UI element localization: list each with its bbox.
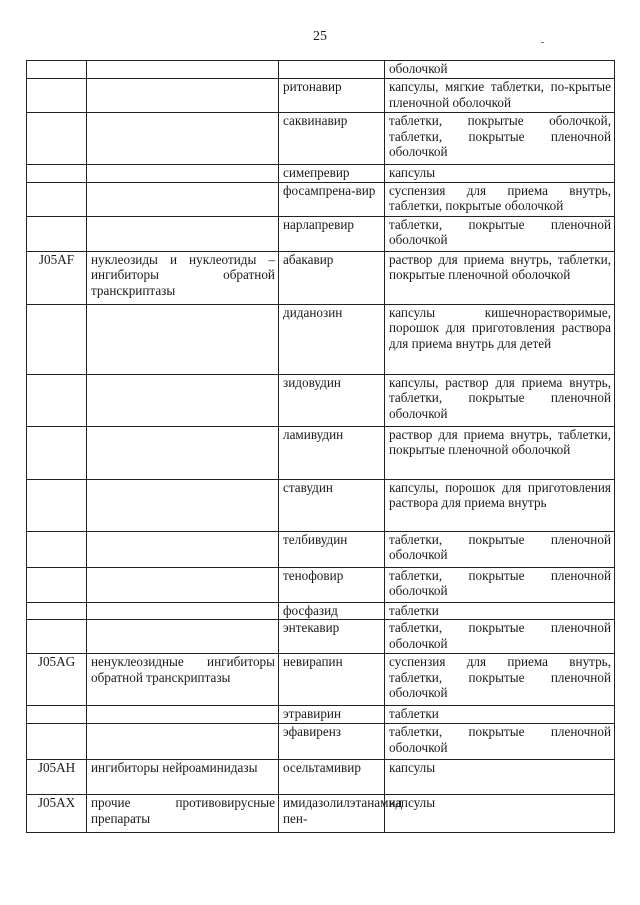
- atc-code-cell: [27, 620, 87, 654]
- atc-code-cell: [27, 602, 87, 620]
- dosage-form-cell: капсулы, раствор для приема внутрь, таблетки, покрытые пленочной оболочкой: [385, 374, 615, 426]
- table-row: [27, 251, 615, 304]
- drug-name-cell: диданозин: [279, 304, 385, 374]
- table-row: [27, 654, 615, 706]
- drug-group-cell: [87, 113, 279, 165]
- drug-group-cell: [87, 724, 279, 760]
- drug-name-cell: зидовудин: [279, 374, 385, 426]
- drug-name-cell: ставудин: [279, 479, 385, 531]
- atc-code-cell: [27, 216, 87, 251]
- atc-code-cell: J05AG: [27, 654, 87, 706]
- table-row: [27, 724, 615, 760]
- drug-group-cell: ненуклеозидные ингибиторы обратной транскриптазы: [87, 654, 279, 706]
- drug-group-cell: [87, 165, 279, 183]
- atc-code-cell: [27, 724, 87, 760]
- drug-group-cell: [87, 374, 279, 426]
- dosage-form-cell: таблетки, покрытые оболочкой, таблетки, покрытые пленочной оболочкой: [385, 113, 615, 165]
- table-row: [27, 374, 615, 426]
- table-row: [27, 426, 615, 479]
- table-row: [27, 706, 615, 724]
- table-row: [27, 113, 615, 165]
- atc-code-cell: J05AH: [27, 760, 87, 795]
- dosage-form-cell: капсулы: [385, 165, 615, 183]
- atc-code-cell: [27, 374, 87, 426]
- table-row: [27, 79, 615, 113]
- atc-code-cell: J05AX: [27, 795, 87, 833]
- table-row: [27, 620, 615, 654]
- drug-group-cell: [87, 304, 279, 374]
- drug-name-cell: нарлапревир: [279, 216, 385, 251]
- table-row: [27, 567, 615, 602]
- drug-name-cell: эфавиренз: [279, 724, 385, 760]
- page-number: 25: [313, 29, 327, 44]
- drug-group-cell: [87, 531, 279, 567]
- dosage-form-cell: таблетки: [385, 706, 615, 724]
- dosage-form-cell: капсулы: [385, 760, 615, 795]
- drug-name-cell: ламивудин: [279, 426, 385, 479]
- drug-name-cell: тенофовир: [279, 567, 385, 602]
- table-row: [27, 531, 615, 567]
- drug-name-cell: телбивудин: [279, 531, 385, 567]
- drug-group-cell: ингибиторы нейроаминидазы: [87, 760, 279, 795]
- atc-code-cell: J05AF: [27, 251, 87, 304]
- drug-name-cell: фосфазид: [279, 602, 385, 620]
- drug-group-cell: [87, 706, 279, 724]
- dosage-form-cell: таблетки, покрытые пленочной оболочкой: [385, 567, 615, 602]
- drug-group-cell: [87, 182, 279, 216]
- dosage-form-cell: суспензия для приема внутрь, таблетки, покрытые пленочной оболочкой: [385, 654, 615, 706]
- drug-group-cell: [87, 479, 279, 531]
- table-row: [27, 304, 615, 374]
- drug-name-cell: этравирин: [279, 706, 385, 724]
- dosage-form-cell: капсулы, мягкие таблетки, по-крытые пленочной оболочкой: [385, 79, 615, 113]
- atc-code-cell: [27, 706, 87, 724]
- drug-group-cell: [87, 620, 279, 654]
- drug-group-cell: нуклеозиды и нуклеотиды – ингибиторы обратной транскриптазы: [87, 251, 279, 304]
- drug-name-cell: абакавир: [279, 251, 385, 304]
- dosage-form-cell: таблетки, покрытые пленочной оболочкой: [385, 724, 615, 760]
- atc-code-cell: [27, 531, 87, 567]
- table-row: [27, 216, 615, 251]
- table-row: [27, 182, 615, 216]
- drug-name-cell: осельтамивир: [279, 760, 385, 795]
- dosage-form-cell: раствор для приема внутрь, таблетки, покрытые пленочной оболочкой: [385, 251, 615, 304]
- table-row: [27, 795, 615, 833]
- dosage-form-cell: таблетки: [385, 602, 615, 620]
- atc-code-cell: [27, 567, 87, 602]
- drug-name-cell: энтекавир: [279, 620, 385, 654]
- dosage-form-cell: капсулы: [385, 795, 615, 833]
- drug-name-cell: саквинавир: [279, 113, 385, 165]
- dosage-form-cell: суспензия для приема внутрь, таблетки, покрытые оболочкой: [385, 182, 615, 216]
- drug-name-cell: имидазолилэтанамид пен-: [279, 795, 385, 833]
- drug-name-cell: симепревир: [279, 165, 385, 183]
- drug-table: [26, 60, 615, 833]
- dosage-form-cell: раствор для приема внутрь, таблетки, покрытые пленочной оболочкой: [385, 426, 615, 479]
- dosage-form-cell: капсулы, порошок для приготовления раствора для приема внутрь: [385, 479, 615, 531]
- drug-group-cell: [87, 79, 279, 113]
- drug-group-cell: [87, 602, 279, 620]
- dosage-form-cell: таблетки, покрытые пленочной оболочкой: [385, 216, 615, 251]
- atc-code-cell: [27, 113, 87, 165]
- atc-code-cell: [27, 426, 87, 479]
- table-row: [27, 760, 615, 795]
- atc-code-cell: [27, 182, 87, 216]
- dosage-form-cell: оболочкой: [385, 61, 615, 79]
- atc-code-cell: [27, 479, 87, 531]
- atc-code-cell: [27, 304, 87, 374]
- drug-name-cell: фосампрена-вир: [279, 182, 385, 216]
- dosage-form-cell: капсулы кишечнорастворимые, порошок для приготовления раствора для приема внутрь для детей: [385, 304, 615, 374]
- drug-group-cell: [87, 216, 279, 251]
- drug-group-cell: прочие противовирусные препараты: [87, 795, 279, 833]
- drug-group-cell: [87, 61, 279, 79]
- drug-name-cell: [279, 61, 385, 79]
- dosage-form-cell: таблетки, покрытые пленочной оболочкой: [385, 531, 615, 567]
- table-row: [27, 479, 615, 531]
- drug-name-cell: ритонавир: [279, 79, 385, 113]
- table-row: [27, 61, 615, 79]
- table-row: [27, 602, 615, 620]
- atc-code-cell: [27, 79, 87, 113]
- scan-speck: [541, 42, 544, 43]
- dosage-form-cell: таблетки, покрытые пленочной оболочкой: [385, 620, 615, 654]
- atc-code-cell: [27, 61, 87, 79]
- atc-code-cell: [27, 165, 87, 183]
- table-row: [27, 165, 615, 183]
- drug-group-cell: [87, 567, 279, 602]
- drug-name-cell: невирапин: [279, 654, 385, 706]
- drug-group-cell: [87, 426, 279, 479]
